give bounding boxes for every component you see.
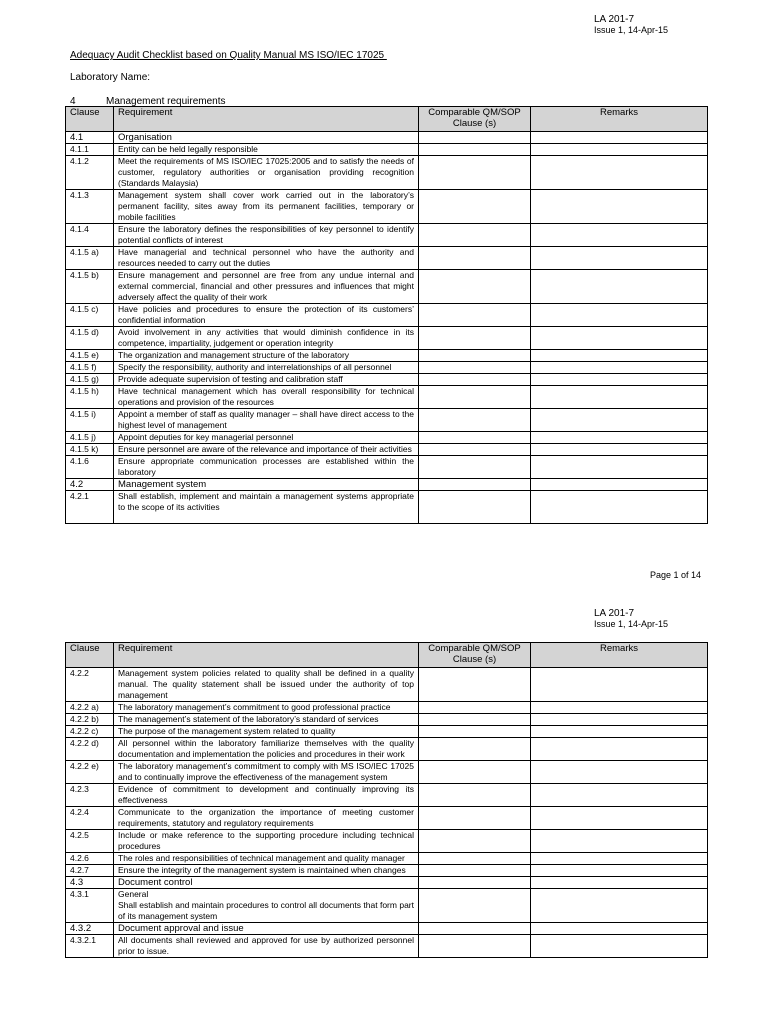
remarks-cell[interactable] [531, 432, 708, 444]
requirement-cell: Appoint a member of staff as quality manager – shall have direct access to the highest level of management [114, 409, 419, 432]
requirement-cell: Meet the requirements of MS ISO/IEC 17025:2005 and to satisfy the needs of customer, regulatory authorities or organisation providing recognition (Standards Malaysia) [114, 156, 419, 190]
remarks-cell[interactable] [531, 190, 708, 224]
clause-cell: 4.2.2 b) [66, 714, 114, 726]
comparable-clause-cell[interactable] [419, 491, 531, 524]
table-row [66, 304, 708, 327]
comparable-clause-cell[interactable] [419, 156, 531, 190]
clause-cell: 4.2.3 [66, 784, 114, 807]
requirement-cell: All personnel within the laboratory familiarize themselves with the quality documentation and implementation the policies and procedures in their work [114, 738, 419, 761]
requirement-cell: Communicate to the organization the importance of meeting customer requirements, statutory and regulatory requirements [114, 807, 419, 830]
clause-cell: 4.1.5 a) [66, 247, 114, 270]
table-row [66, 714, 708, 726]
comparable-clause-cell[interactable] [419, 935, 531, 958]
requirement-cell: Document approval and issue [114, 923, 419, 935]
requirement-cell: Organisation [114, 132, 419, 144]
table-row [66, 456, 708, 479]
clause-cell: 4.1.5 j) [66, 432, 114, 444]
comparable-clause-cell[interactable] [419, 853, 531, 865]
remarks-cell[interactable] [531, 491, 708, 524]
remarks-cell[interactable] [531, 877, 708, 889]
clause-cell: 4.1.5 b) [66, 270, 114, 304]
remarks-cell[interactable] [531, 935, 708, 958]
table-row [66, 807, 708, 830]
remarks-cell[interactable] [531, 374, 708, 386]
comparable-clause-cell[interactable] [419, 432, 531, 444]
comparable-clause-cell[interactable] [419, 190, 531, 224]
clause-cell: 4.1.5 g) [66, 374, 114, 386]
table-row [66, 432, 708, 444]
checklist-table-page2 [65, 642, 708, 958]
table-row [66, 190, 708, 224]
clause-cell: 4.1.3 [66, 190, 114, 224]
clause-cell: 4.1.5 i) [66, 409, 114, 432]
document-id-block-page2 [594, 608, 668, 630]
table-row [66, 132, 708, 144]
remarks-cell[interactable] [531, 132, 708, 144]
requirement-cell: Have technical management which has overall responsibility for technical operations and provision of the resources [114, 386, 419, 409]
comparable-clause-cell[interactable] [419, 668, 531, 702]
clause-cell: 4.1 [66, 132, 114, 144]
table-row [66, 374, 708, 386]
requirement-cell: Have managerial and technical personnel who have the authority and resources needed to carry out the duties [114, 247, 419, 270]
requirement-cell: Evidence of commitment to development and continually improving its effectiveness [114, 784, 419, 807]
comparable-clause-cell[interactable] [419, 444, 531, 456]
clause-cell: 4.3.1 [66, 889, 114, 923]
clause-cell: 4.1.5 h) [66, 386, 114, 409]
requirement-cell: Include or make reference to the supporting procedure including technical procedures [114, 830, 419, 853]
document-code: LA 201-7 [594, 608, 635, 619]
comparable-clause-cell[interactable] [419, 304, 531, 327]
requirement-cell: Have policies and procedures to ensure the protection of its customers’ confidential information [114, 304, 419, 327]
table-row [66, 784, 708, 807]
remarks-cell[interactable] [531, 853, 708, 865]
header-clause: Clause [66, 643, 114, 668]
remarks-cell[interactable] [531, 144, 708, 156]
section-title: Management requirements [106, 96, 226, 107]
header-requirement: Requirement [114, 107, 419, 132]
table-row [66, 668, 708, 702]
comparable-clause-cell[interactable] [419, 327, 531, 350]
clause-cell: 4.3.2.1 [66, 935, 114, 958]
comparable-clause-cell[interactable] [419, 714, 531, 726]
remarks-cell[interactable] [531, 247, 708, 270]
table-row [66, 853, 708, 865]
issue-date: Issue 1, 14-Apr-15 [594, 25, 669, 35]
requirement-cell: The organization and management structure of the laboratory [114, 350, 419, 362]
clause-cell: 4.1.2 [66, 156, 114, 190]
remarks-cell[interactable] [531, 702, 708, 714]
header-requirement: Requirement [114, 643, 419, 668]
requirement-cell: The management’s statement of the laboratory’s standard of services [114, 714, 419, 726]
clause-cell: 4.2.5 [66, 830, 114, 853]
clause-cell: 4.2.2 [66, 668, 114, 702]
remarks-cell[interactable] [531, 386, 708, 409]
requirement-cell: Management system policies related to quality shall be defined in a quality manual. The quality statement shall be issued under the authority of top management [114, 668, 419, 702]
table-row [66, 889, 708, 923]
remarks-cell[interactable] [531, 726, 708, 738]
comparable-clause-cell[interactable] [419, 889, 531, 923]
table-row [66, 726, 708, 738]
requirement-cell: The laboratory management’s commitment to comply with MS ISO/IEC 17025 and to continually improve the effectiveness of the management system [114, 761, 419, 784]
remarks-cell[interactable] [531, 409, 708, 432]
clause-cell: 4.2.6 [66, 853, 114, 865]
comparable-clause-cell[interactable] [419, 224, 531, 247]
remarks-cell[interactable] [531, 784, 708, 807]
document-code: LA 201-7 [594, 14, 635, 25]
clause-cell: 4.2.4 [66, 807, 114, 830]
table-row [66, 865, 708, 877]
header-comparable-clause: Comparable QM/SOP Clause (s) [419, 107, 531, 132]
remarks-cell[interactable] [531, 444, 708, 456]
remarks-cell[interactable] [531, 304, 708, 327]
clause-cell: 4.2.2 c) [66, 726, 114, 738]
remarks-cell[interactable] [531, 270, 708, 304]
table-row [66, 144, 708, 156]
clause-cell: 4.3.2 [66, 923, 114, 935]
remarks-cell[interactable] [531, 830, 708, 853]
requirement-cell: Management system shall cover work carried out in the laboratory’s permanent facility, sites away from its permanent facilities, temporary or mobile facilities [114, 190, 419, 224]
table-row [66, 761, 708, 784]
table-row [66, 738, 708, 761]
remarks-cell[interactable] [531, 327, 708, 350]
comparable-clause-cell[interactable] [419, 702, 531, 714]
requirement-cell: The laboratory management’s commitment to good professional practice [114, 702, 419, 714]
comparable-clause-cell[interactable] [419, 362, 531, 374]
remarks-cell[interactable] [531, 456, 708, 479]
remarks-cell[interactable] [531, 156, 708, 190]
remarks-cell[interactable] [531, 350, 708, 362]
table-row [66, 362, 708, 374]
table-row [66, 350, 708, 362]
remarks-cell[interactable] [531, 761, 708, 784]
clause-cell: 4.2.2 d) [66, 738, 114, 761]
remarks-cell[interactable] [531, 738, 708, 761]
requirement-cell: Shall establish, implement and maintain a management systems appropriate to the scope of its activities [114, 491, 419, 524]
remarks-cell[interactable] [531, 807, 708, 830]
requirement-cell: Ensure appropriate communication processes are established within the laboratory [114, 456, 419, 479]
clause-cell: 4.1.5 d) [66, 327, 114, 350]
table-row [66, 409, 708, 432]
table-row [66, 327, 708, 350]
clause-cell: 4.2.7 [66, 865, 114, 877]
comparable-clause-cell[interactable] [419, 456, 531, 479]
table-row [66, 247, 708, 270]
requirement-cell: Avoid involvement in any activities that would diminish confidence in its competence, impartiality, judgement or operation integrity [114, 327, 419, 350]
remarks-cell[interactable] [531, 889, 708, 923]
table-row [66, 877, 708, 889]
table-row [66, 479, 708, 491]
comparable-clause-cell[interactable] [419, 738, 531, 761]
header-comparable-clause: Comparable QM/SOP Clause (s) [419, 643, 531, 668]
comparable-clause-cell[interactable] [419, 830, 531, 853]
requirement-cell: Specify the responsibility, authority and interrelationships of all personnel [114, 362, 419, 374]
table-row [66, 830, 708, 853]
page-number: Page 1 of 14 [650, 570, 702, 580]
remarks-cell[interactable] [531, 923, 708, 935]
comparable-clause-cell[interactable] [419, 726, 531, 738]
table-row [66, 444, 708, 456]
comparable-clause-cell[interactable] [419, 386, 531, 409]
requirement-cell: Entity can be held legally responsible [114, 144, 419, 156]
table-row [66, 156, 708, 190]
comparable-clause-cell[interactable] [419, 807, 531, 830]
requirement-text: Shall establish and maintain procedures to control all documents that form part of its management system [118, 900, 414, 921]
remarks-cell[interactable] [531, 668, 708, 702]
comparable-clause-cell[interactable] [419, 877, 531, 889]
requirement-cell: Management system [114, 479, 419, 491]
requirement-cell: All documents shall reviewed and approved for use by authorized personnel prior to issue. [114, 935, 419, 958]
comparable-clause-cell[interactable] [419, 247, 531, 270]
comparable-clause-cell[interactable] [419, 270, 531, 304]
requirement-cell: The purpose of the management system related to quality [114, 726, 419, 738]
remarks-cell[interactable] [531, 362, 708, 374]
clause-cell: 4.3 [66, 877, 114, 889]
requirement-cell: Ensure personnel are aware of the relevance and importance of their activities [114, 444, 419, 456]
comparable-clause-cell[interactable] [419, 923, 531, 935]
requirement-cell: Appoint deputies for key managerial personnel [114, 432, 419, 444]
document-title: Adequacy Audit Checklist based on Quality Manual MS ISO/IEC 17025 [70, 50, 387, 61]
table-row [66, 923, 708, 935]
comparable-clause-cell[interactable] [419, 784, 531, 807]
clause-cell: 4.1.5 k) [66, 444, 114, 456]
header-remarks: Remarks [531, 107, 708, 132]
comparable-clause-cell[interactable] [419, 761, 531, 784]
checklist-table-page1 [65, 106, 708, 524]
comparable-clause-cell[interactable] [419, 409, 531, 432]
clause-cell: 4.1.5 f) [66, 362, 114, 374]
clause-cell: 4.2.2 e) [66, 761, 114, 784]
laboratory-name-label: Laboratory Name: [70, 72, 151, 83]
table-row [66, 386, 708, 409]
clause-cell: 4.1.1 [66, 144, 114, 156]
requirement-cell: The roles and responsibilities of technical management and quality manager [114, 853, 419, 865]
comparable-clause-cell[interactable] [419, 865, 531, 877]
issue-date: Issue 1, 14-Apr-15 [594, 619, 669, 629]
requirement-cell [114, 889, 419, 923]
table-row [66, 491, 708, 524]
table-row [66, 270, 708, 304]
requirement-cell: Ensure the integrity of the management system is maintained when changes [114, 865, 419, 877]
clause-cell: 4.1.6 [66, 456, 114, 479]
requirement-cell: Ensure the laboratory defines the responsibilities of key personnel to identify potential conflicts of interest [114, 224, 419, 247]
clause-cell: 4.1.5 c) [66, 304, 114, 327]
remarks-cell[interactable] [531, 865, 708, 877]
comparable-clause-cell[interactable] [419, 350, 531, 362]
clause-cell: 4.2.2 a) [66, 702, 114, 714]
section-number: 4 [70, 96, 76, 107]
requirement-heading: General [118, 889, 149, 899]
table-row [66, 935, 708, 958]
requirement-cell: Document control [114, 877, 419, 889]
clause-cell: 4.1.4 [66, 224, 114, 247]
remarks-cell[interactable] [531, 714, 708, 726]
clause-cell: 4.2.1 [66, 491, 114, 524]
header-clause: Clause [66, 107, 114, 132]
requirement-cell: Ensure management and personnel are free from any undue internal and external commercial, financial and other pressures and influences that might adversely affect the quality of their work [114, 270, 419, 304]
table-row [66, 224, 708, 247]
clause-cell: 4.1.5 e) [66, 350, 114, 362]
comparable-clause-cell[interactable] [419, 479, 531, 491]
comparable-clause-cell[interactable] [419, 374, 531, 386]
remarks-cell[interactable] [531, 479, 708, 491]
requirement-cell: Provide adequate supervision of testing and calibration staff [114, 374, 419, 386]
comparable-clause-cell[interactable] [419, 144, 531, 156]
header-remarks: Remarks [531, 643, 708, 668]
comparable-clause-cell[interactable] [419, 132, 531, 144]
table-row [66, 702, 708, 714]
clause-cell: 4.2 [66, 479, 114, 491]
document-id-block [594, 14, 668, 36]
remarks-cell[interactable] [531, 224, 708, 247]
